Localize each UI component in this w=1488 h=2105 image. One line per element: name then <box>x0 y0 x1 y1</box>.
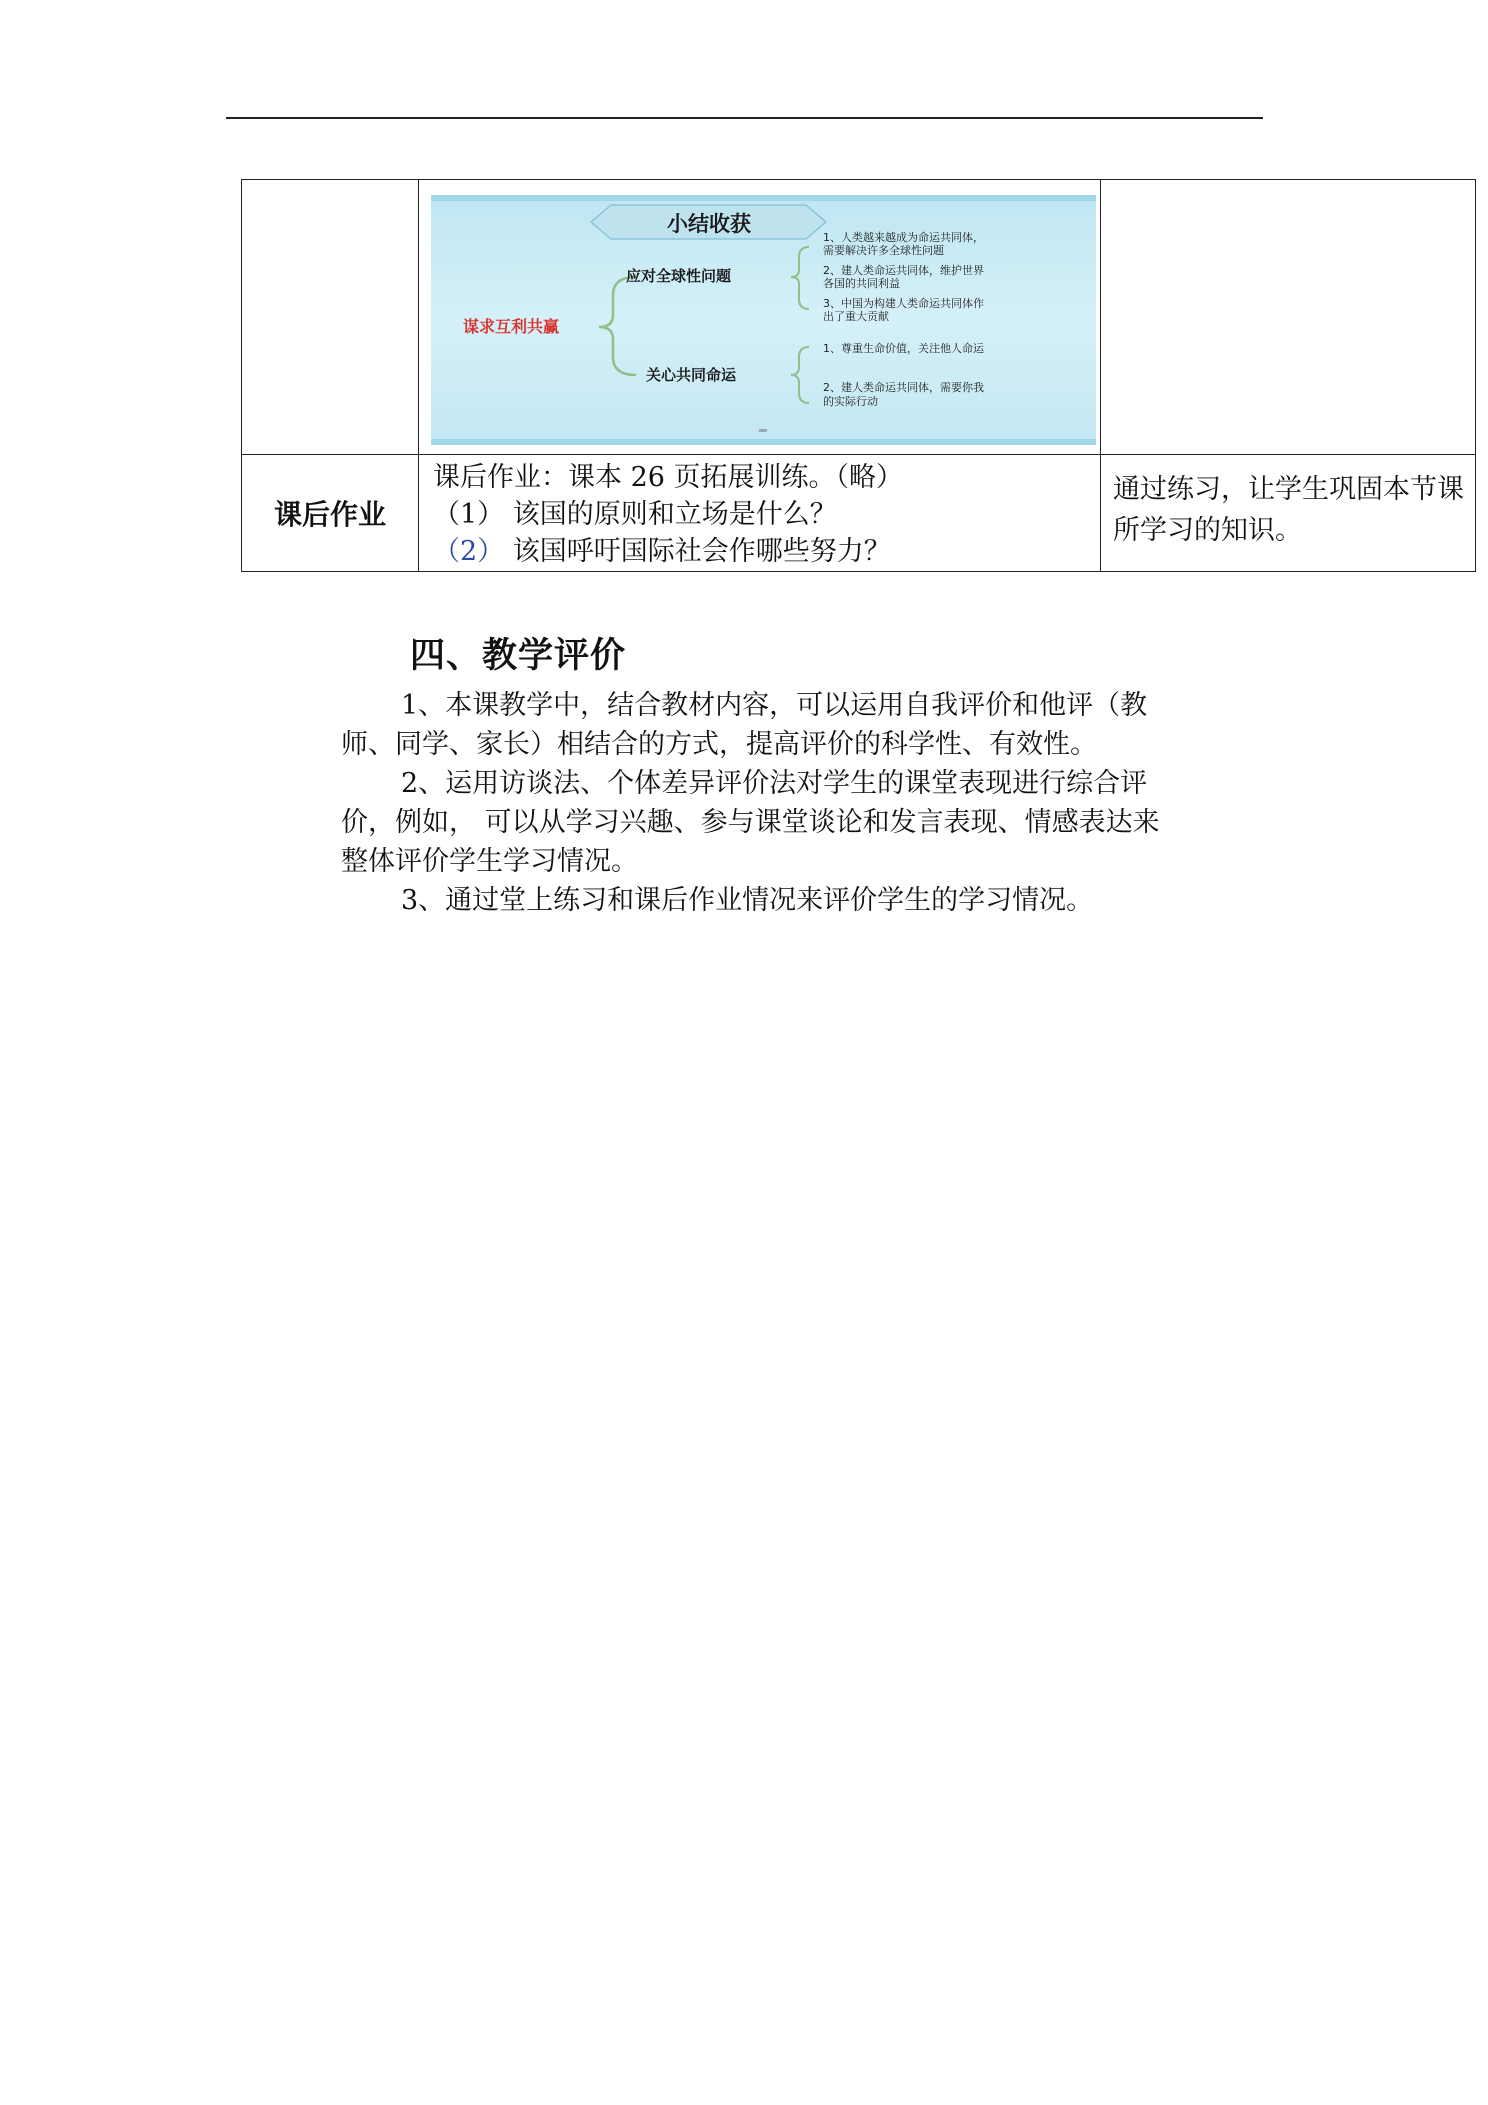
section-title: 四、教学评价 <box>410 636 627 676</box>
homework-line: 课后作业：课本 26 页拓展训练。（略） <box>433 462 904 493</box>
question-2-text: 该国呼吁国际社会作哪些努力？ <box>512 536 891 567</box>
branch1-item-3-line1: 3、中国为构建人类命运共同体作 <box>823 297 984 310</box>
evaluation-body <box>341 686 1171 920</box>
table-row <box>242 455 1476 572</box>
branch2-item-1: 1、尊重生命价值，关注他人命运 <box>823 342 984 355</box>
header-rule <box>226 117 1263 119</box>
evaluation-paragraph: 1、本课教学中，结合教材内容，可以运用自我评价和他评（教师、同学、家长）相结合的方式，提高评价的科学性、有效性。 <box>341 690 1148 760</box>
branch1-item-2-line2: 各国的共同利益 <box>823 277 900 290</box>
evaluation-paragraph: 2、运用访谈法、个体差异评价法对学生的课堂表现进行综合评价，例如， 可以从学习兴趣、参与课堂谈论和发言表现、情感表达来整体评价学生学习情况。 <box>341 768 1160 877</box>
slide-root-node: 谋求互利共赢 <box>463 317 560 336</box>
branch1-item-2-line1: 2、建人类命运共同体，维护世界 <box>823 264 984 277</box>
branch-common-destiny: 关心共同命运 <box>646 366 737 384</box>
branch-global-issues: 应对全球性问题 <box>626 267 732 285</box>
question-2-number: （2） <box>433 536 505 567</box>
branch2-item-2-line2: 的实际行动 <box>823 395 878 408</box>
branch1-item-1-line2: 需要解决许多全球性问题 <box>823 244 944 257</box>
empty-note-cell <box>1101 180 1476 455</box>
homework-note-cell <box>1101 455 1476 572</box>
question-1-number: （1） <box>433 499 505 530</box>
question-1-text: 该国的原则和立场是什么？ <box>512 499 837 530</box>
evaluation-paragraph: 3、通过堂上练习和课后作业情况来评价学生的学习情况。 <box>401 885 1094 916</box>
branch1-item-1-line1: 1、人类越来越成为命运共同体， <box>823 231 984 244</box>
empty-label-cell <box>242 180 419 455</box>
lesson-table <box>241 179 1476 572</box>
homework-question-1 <box>433 496 1100 533</box>
branch1-item-3-line2: 出了重大贡献 <box>823 310 889 323</box>
homework-question-2 <box>433 533 1100 570</box>
homework-label: 课后作业 <box>242 455 419 572</box>
slide-cell <box>419 180 1101 455</box>
summary-slide <box>431 195 1096 445</box>
branch2-item-2-line1: 2、建人类命运共同体，需要你我 <box>823 381 984 394</box>
homework-content-cell <box>419 455 1101 572</box>
homework-note: 通过练习，让学生巩固本节课所学习的知识。 <box>1113 474 1464 546</box>
table-row <box>242 180 1476 455</box>
slide-title: 小结收获 <box>667 212 751 236</box>
